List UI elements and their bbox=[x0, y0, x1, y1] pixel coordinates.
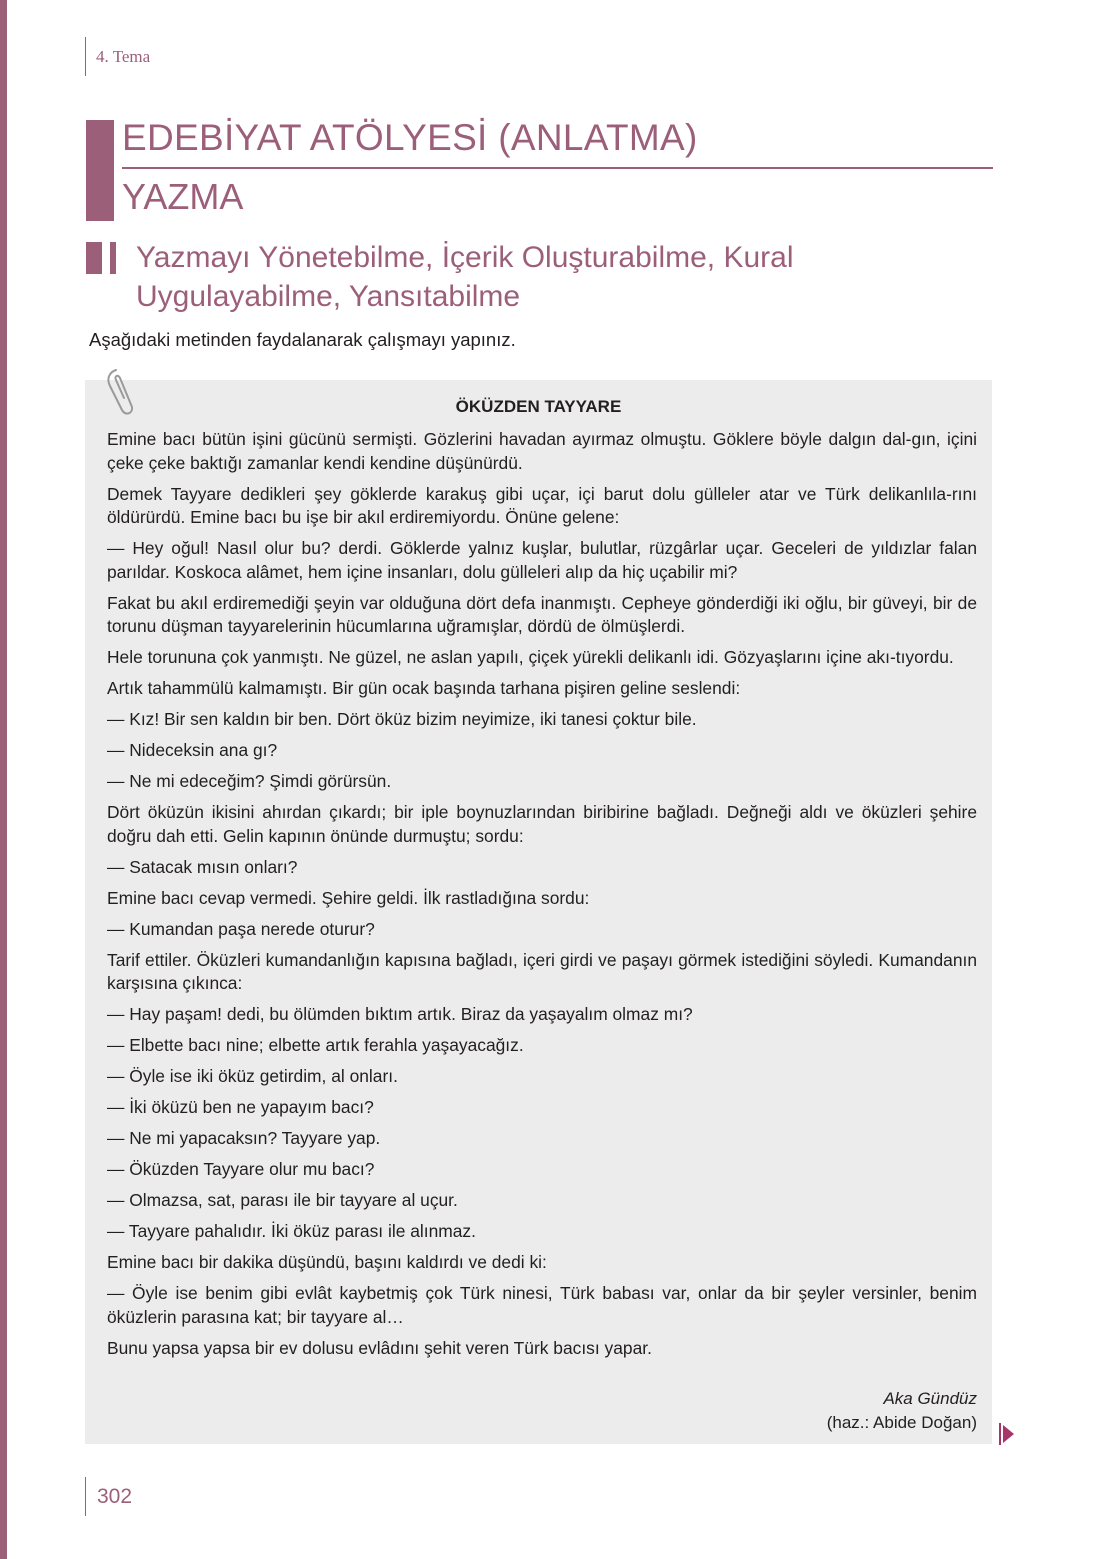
story-paragraph: Emine bacı cevap vermedi. Şehire geldi. İlk rastladığına sordu: bbox=[107, 887, 590, 908]
story-paragraph: — Öyle ise benim gibi evlât kaybetmiş çok Türk ninesi, Türk babası var, onlar da bir şeyler versinler, benim öküzlerin parasına kat; bir tayyare al… bbox=[107, 1283, 977, 1327]
story-paragraph: — Elbette bacı nine; elbette artık ferahla yaşayacağız. bbox=[107, 1035, 524, 1055]
story-paragraph: — Ne mi yapacaksın? Tayyare yap. bbox=[107, 1128, 381, 1148]
story-paragraph: Dört öküzün ikisini ahırdan çıkardı; bir iple boynuzlarından biribirine bağladı. Değneği aldı ve öküzleri şehire doğru dah etti. Gelin kapının önünde durmuştu; sordu: bbox=[107, 802, 977, 846]
story-paragraph: — Öyle ise iki öküz getirdim, al onları. bbox=[107, 1066, 398, 1086]
story-paragraph: — Tayyare pahalıdır. İki öküz parası ile alınmaz. bbox=[107, 1221, 476, 1241]
author-name: Aka Gündüz bbox=[883, 1389, 977, 1408]
story-paragraph: Emine bacı bir dakika düşündü, başını kaldırdı ve dedi ki: bbox=[107, 1252, 547, 1272]
theme-label: 4. Tema bbox=[96, 47, 151, 66]
running-header bbox=[85, 37, 150, 76]
story-body bbox=[107, 428, 977, 1368]
story-paragraph: Fakat bu akıl erdiremediği şeyin var olduğuna dört defa inanmıştı. Cepheye gönderdiği iki oğlu, bir güveyi, bir de torunu düşman tayyarelerinin hücumlarına uğramışlar, dördü de ölmüşlerdi. bbox=[107, 592, 977, 636]
page-number: 302 bbox=[97, 1485, 133, 1508]
title-accent-block bbox=[86, 120, 114, 221]
instruction-text: Aşağıdaki metinden faydalanarak çalışmayı yapınız. bbox=[89, 329, 516, 350]
story-paragraph: — Hay paşam! dedi, bu ölümden bıktım artık. Biraz da yaşayalım olmaz mı? bbox=[107, 1004, 693, 1024]
story-paragraph: Emine bacı bütün işini gücünü sermişti. Gözlerini havadan ayırmaz olmuştu. Göklere böyle dalgın dal-gın, içini çeke çeke baktığı zamanlar kendi kendine düşünürdü. bbox=[107, 429, 977, 473]
story-paragraph: — Hey oğul! Nasıl olur bu? derdi. Göklerde yalnız kuşlar, bulutlar, rüzgârlar uçar. Geceleri de yıldızlar falan parıldar. Koskoca alâmet, hem içine insanları, dolu gülleleri alıp da hiç uçabilir mi? bbox=[107, 538, 977, 582]
story-paragraph: Tarif ettiler. Öküzleri kumandanlığın kapısına bağladı, içeri girdi ve paşayı görmek istediğini söyledi. Kumandanın karşısına çıkınca: bbox=[107, 949, 977, 993]
next-page-arrow-icon[interactable] bbox=[999, 1423, 1015, 1445]
story-paragraph: — İki öküzü ben ne yapayım bacı? bbox=[107, 1097, 374, 1117]
story-paragraph: — Kız! Bir sen kaldın bir ben. Dört öküz bizim neyimize, iki tanesi çoktur bile. bbox=[107, 709, 697, 729]
story-paragraph: Demek Tayyare dedikleri şey göklerde karakuş gibi uçar, içi barut dolu gülleler atar ve Türk delikanlıla-rını öldürürdü. Emine bacı bu işe bir akıl erdiremiyordu. Önüne gelene: bbox=[107, 483, 977, 527]
editor-credit: (haz.: Abide Doğan) bbox=[826, 1413, 977, 1432]
side-accent-bar bbox=[0, 0, 7, 1559]
story-paragraph: — Satacak mısın onları? bbox=[107, 856, 298, 877]
skills-line-2: Uygulayabilme, Yansıtabilme bbox=[136, 280, 521, 313]
story-title: ÖKÜZDEN TAYYARE bbox=[455, 397, 622, 416]
page-title: EDEBİYAT ATÖLYESİ (ANLATMA) bbox=[122, 117, 698, 158]
story-paragraph: — Olmazsa, sat, parası ile bir tayyare al uçur. bbox=[107, 1190, 458, 1210]
story-paragraph: — Öküzden Tayyare olur mu bacı? bbox=[107, 1159, 375, 1179]
story-paragraph: — Nideceksin ana gı? bbox=[107, 740, 278, 760]
story-paragraph: — Ne mi edeceğim? Şimdi görürsün. bbox=[107, 771, 392, 791]
story-paragraph: Artık tahammülü kalmamıştı. Bir gün ocak başında tarhana pişiren geline seslendi: bbox=[107, 678, 741, 698]
title-divider bbox=[122, 167, 993, 169]
page-number-block bbox=[85, 1477, 132, 1516]
story-paragraph: Hele torununa çok yanmıştı. Ne güzel, ne aslan yapılı, çiçek yürekli delikanlı idi. Gözyaşlarını içine akı-tıyordu. bbox=[107, 647, 954, 667]
skills-heading bbox=[136, 238, 996, 316]
skills-line-1: Yazmayı Yönetebilme, İçerik Oluşturabilme, Kural bbox=[136, 241, 794, 274]
story-paragraph: — Kumandan paşa nerede oturur? bbox=[107, 918, 375, 939]
story-paragraph: Bunu yapsa yapsa bir ev dolusu evlâdını şehit veren Türk bacısı yapar. bbox=[107, 1337, 652, 1358]
section-title: YAZMA bbox=[122, 176, 244, 217]
